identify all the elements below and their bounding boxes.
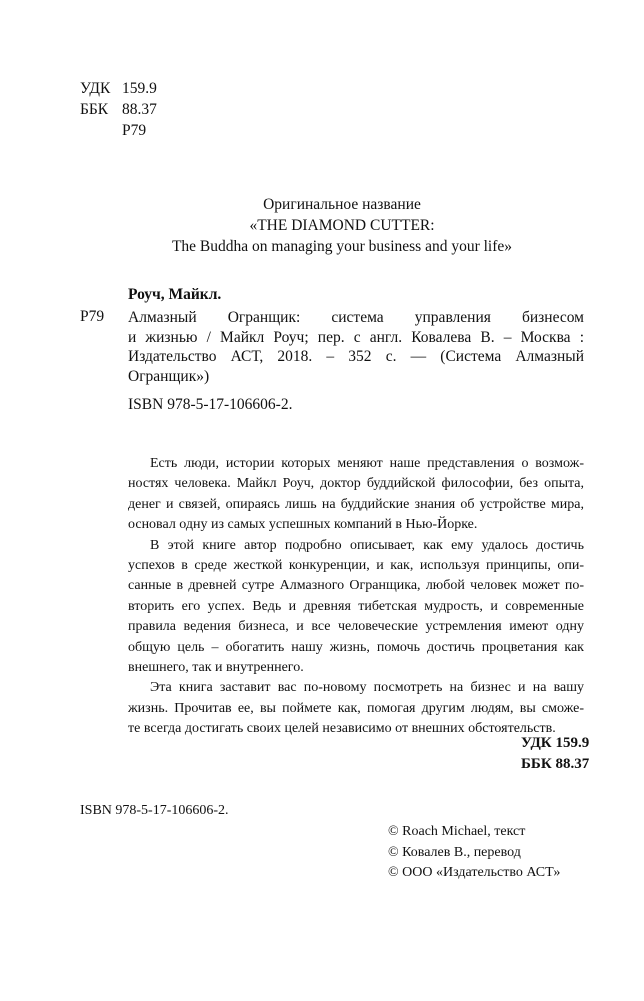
author-mark-row <box>80 120 157 141</box>
record-author-mark: Р79 <box>80 308 105 325</box>
annotation-line: успехов в среде жесткой конкуренции, и как, используя принципы, опи- <box>128 558 584 574</box>
annotation-line: Есть люди, истории которых меняют наше представления о возмож- <box>150 456 584 471</box>
annotation-line: вторить его успех. Ведь и древняя тибетская мудрость, и современные <box>128 598 584 614</box>
original-title <box>100 194 584 257</box>
bottom-bbk: ББК 88.37 <box>521 756 590 772</box>
udk-label: УДК <box>80 80 111 97</box>
copyright-line: © Roach Michael, текст <box>388 824 526 839</box>
bbk-value: 88.37 <box>122 101 157 118</box>
annotation-line: денег и связей, опираясь лишь на буддийские знания об устройстве мира, <box>128 496 584 512</box>
original-title-subtitle: The Buddha on managing your business and your life» <box>171 238 513 255</box>
original-title-caption: Оригинальное название <box>263 196 421 213</box>
record-isbn: ISBN 978-5-17-106606-2. <box>128 396 293 413</box>
udk-value: 159.9 <box>122 80 157 97</box>
record-author: Роуч, Майкл. <box>128 286 222 303</box>
record-line: Огранщик») <box>128 367 210 385</box>
record-line: и жизнью / Майкл Роуч; пер. с англ. Ковалева В. – Москва : <box>128 328 584 346</box>
record-line: Издательство АСТ, 2018. – 352 с. — (Система Алмазный <box>128 348 584 366</box>
annotation-line: правила ведения бизнеса, и все человеческие устремления имеют одну <box>128 619 584 635</box>
bbk-row <box>80 99 157 120</box>
copyright-line: © Ковалев В., перевод <box>388 844 521 860</box>
udk-row <box>80 78 157 99</box>
annotation-line: санные в древней сутре Алмазного Огранщика, любой человек может по- <box>128 578 584 594</box>
annotation-line: те всегда достигать своих целей независимо от внешних обстоятельств. <box>128 721 556 737</box>
copyright-line: © ООО «Издательство АСТ» <box>388 865 561 880</box>
annotation-line: Эта книга заставит вас по-новому посмотреть на бизнес и на вашу <box>150 680 584 696</box>
author-mark: Р79 <box>122 122 147 139</box>
record-description <box>128 308 584 386</box>
record-line: Алмазный Огранщик: система управления бизнесом <box>128 309 584 326</box>
bottom-isbn: ISBN 978-5-17-106606-2. <box>80 803 229 818</box>
annotation-line: общую цель – обогатить нашу жизнь, помочь достичь процветания как <box>128 639 584 655</box>
annotation-line: В этой книге автор подробно описывает, как ему удалось достичь <box>150 537 584 553</box>
bbk-label: ББК <box>80 101 109 118</box>
annotation <box>128 454 584 740</box>
annotation-line: внешнего, так и внутреннего. <box>128 660 304 676</box>
bottom-udk: УДК 159.9 <box>521 735 590 751</box>
original-title-main: «THE DIAMOND CUTTER: <box>249 217 435 234</box>
annotation-line: ностях человека. Майкл Роуч, доктор буддийской философии, без опыта, <box>128 476 584 492</box>
annotation-line: основал одну из самых успешных компаний в Нью-Йорке. <box>128 517 478 533</box>
copyright-block <box>388 822 560 884</box>
bottom-classification <box>521 733 589 775</box>
annotation-line: жизнь. Прочитав ее, вы поймете как, помогая другим людям, вы сможе- <box>128 700 584 716</box>
classification-block <box>80 78 157 141</box>
